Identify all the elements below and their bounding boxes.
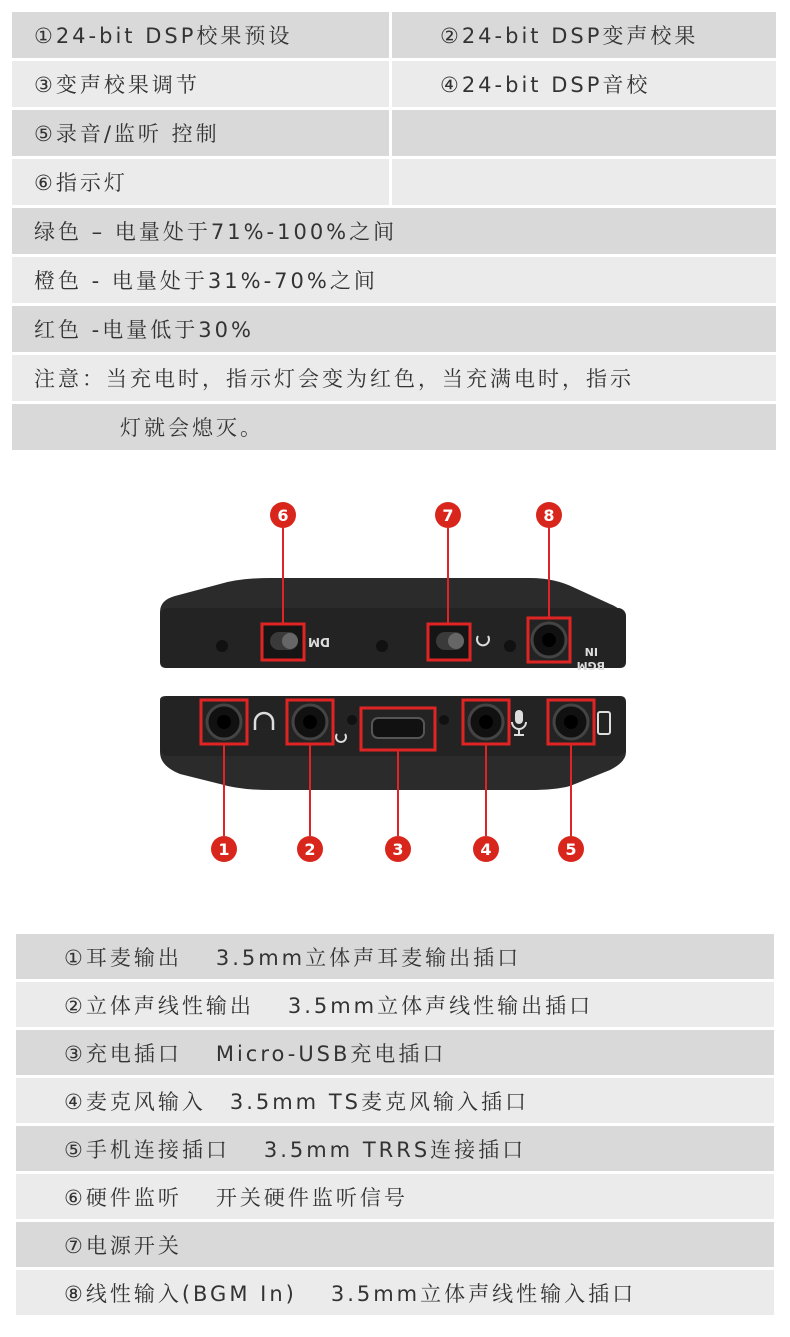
device-diagram xyxy=(150,500,640,870)
bgm-label: BGM xyxy=(576,659,605,672)
svg-text:5: 5 xyxy=(565,840,577,859)
marker-7 xyxy=(435,502,461,528)
table-cell xyxy=(392,159,776,205)
table-cell xyxy=(16,1030,446,1075)
marker-6 xyxy=(270,502,296,528)
port-name: ⑤手机连接插口 xyxy=(64,1137,230,1162)
marker-8 xyxy=(536,502,562,528)
port-name: ⑥硬件监听 xyxy=(64,1185,182,1210)
dm-label: DM xyxy=(308,635,330,649)
table-cell: 绿色 – 电量处于71%-100%之间 xyxy=(34,220,398,244)
table-cell xyxy=(16,934,521,979)
table-row xyxy=(12,404,776,453)
table-cell xyxy=(16,1270,636,1315)
table-row xyxy=(12,306,776,355)
svg-text:8: 8 xyxy=(543,506,555,525)
svg-text:6: 6 xyxy=(277,506,289,525)
port-name: ⑧线性输入(BGM In) xyxy=(64,1281,297,1306)
table-cell: 红色 -电量低于30% xyxy=(34,318,254,342)
port-name: ③充电插口 xyxy=(64,1041,182,1066)
port-name: ②立体声线性输出 xyxy=(64,993,254,1018)
marker-4 xyxy=(473,836,499,862)
table-row xyxy=(12,159,776,208)
table-row xyxy=(16,1174,774,1222)
table-row xyxy=(12,12,776,61)
screw-icon xyxy=(376,640,388,652)
port-desc: 3.5mm TRRS连接插口 xyxy=(263,1137,527,1162)
table-row xyxy=(16,982,774,1030)
marker-2 xyxy=(297,836,323,862)
table-cell: 橙色 - 电量处于31%-70%之间 xyxy=(34,269,378,293)
svg-text:3: 3 xyxy=(392,840,404,859)
spec-table-top xyxy=(12,12,776,453)
table-row xyxy=(12,208,776,257)
marker-3 xyxy=(385,836,411,862)
table-cell: ③变声校果调节 xyxy=(12,61,392,107)
screw-icon xyxy=(439,715,449,725)
table-cell xyxy=(16,982,593,1027)
port-name: ④麦克风输入 xyxy=(64,1089,206,1114)
table-cell: ⑥指示灯 xyxy=(12,159,392,205)
port-name: ①耳麦输出 xyxy=(64,945,182,970)
table-row xyxy=(12,110,776,159)
screw-icon xyxy=(216,640,228,652)
microphone-icon xyxy=(515,710,523,724)
port-name: ⑦电源开关 xyxy=(64,1233,182,1258)
svg-text:4: 4 xyxy=(480,840,492,859)
port-desc: 3.5mm立体声线性输入插口 xyxy=(330,1281,637,1306)
table-cell: ①24-bit DSP校果预设 xyxy=(12,12,392,58)
table-cell: ②24-bit DSP变声校果 xyxy=(440,24,699,48)
svg-text:7: 7 xyxy=(442,506,454,525)
table-row xyxy=(12,61,776,110)
port-desc: Micro-USB充电插口 xyxy=(215,1041,447,1066)
port-desc: 3.5mm立体声耳麦输出插口 xyxy=(215,945,522,970)
screw-icon xyxy=(347,715,357,725)
table-cell xyxy=(16,1174,408,1219)
table-row xyxy=(16,1222,774,1270)
svg-text:1: 1 xyxy=(218,840,230,859)
table-row xyxy=(12,257,776,306)
table-row xyxy=(12,355,776,404)
marker-5 xyxy=(558,836,584,862)
spec-table-bottom xyxy=(16,934,774,1318)
svg-text:2: 2 xyxy=(304,840,316,859)
screw-icon xyxy=(504,640,516,652)
table-cell: 注意：当充电时，指示灯会变为红色，当充满电时，指示 xyxy=(34,367,634,391)
marker-1 xyxy=(211,836,237,862)
table-cell xyxy=(16,1078,529,1123)
table-row xyxy=(16,1078,774,1126)
table-row xyxy=(16,1030,774,1078)
table-cell xyxy=(16,1222,182,1267)
table-cell: ④24-bit DSP音校 xyxy=(440,73,651,97)
port-desc: 开关硬件监听信号 xyxy=(215,1185,408,1210)
port-desc: 3.5mm TS麦克风输入插口 xyxy=(229,1089,529,1114)
table-cell xyxy=(392,110,776,156)
table-row xyxy=(16,1126,774,1174)
table-row xyxy=(16,934,774,982)
table-cell: 灯就会熄灭。 xyxy=(120,416,264,440)
table-cell: ⑤录音/监听 控制 xyxy=(12,110,392,156)
in-label: IN xyxy=(584,645,598,658)
table-cell xyxy=(16,1126,526,1171)
table-row xyxy=(16,1270,774,1318)
port-desc: 3.5mm立体声线性输出插口 xyxy=(287,993,594,1018)
